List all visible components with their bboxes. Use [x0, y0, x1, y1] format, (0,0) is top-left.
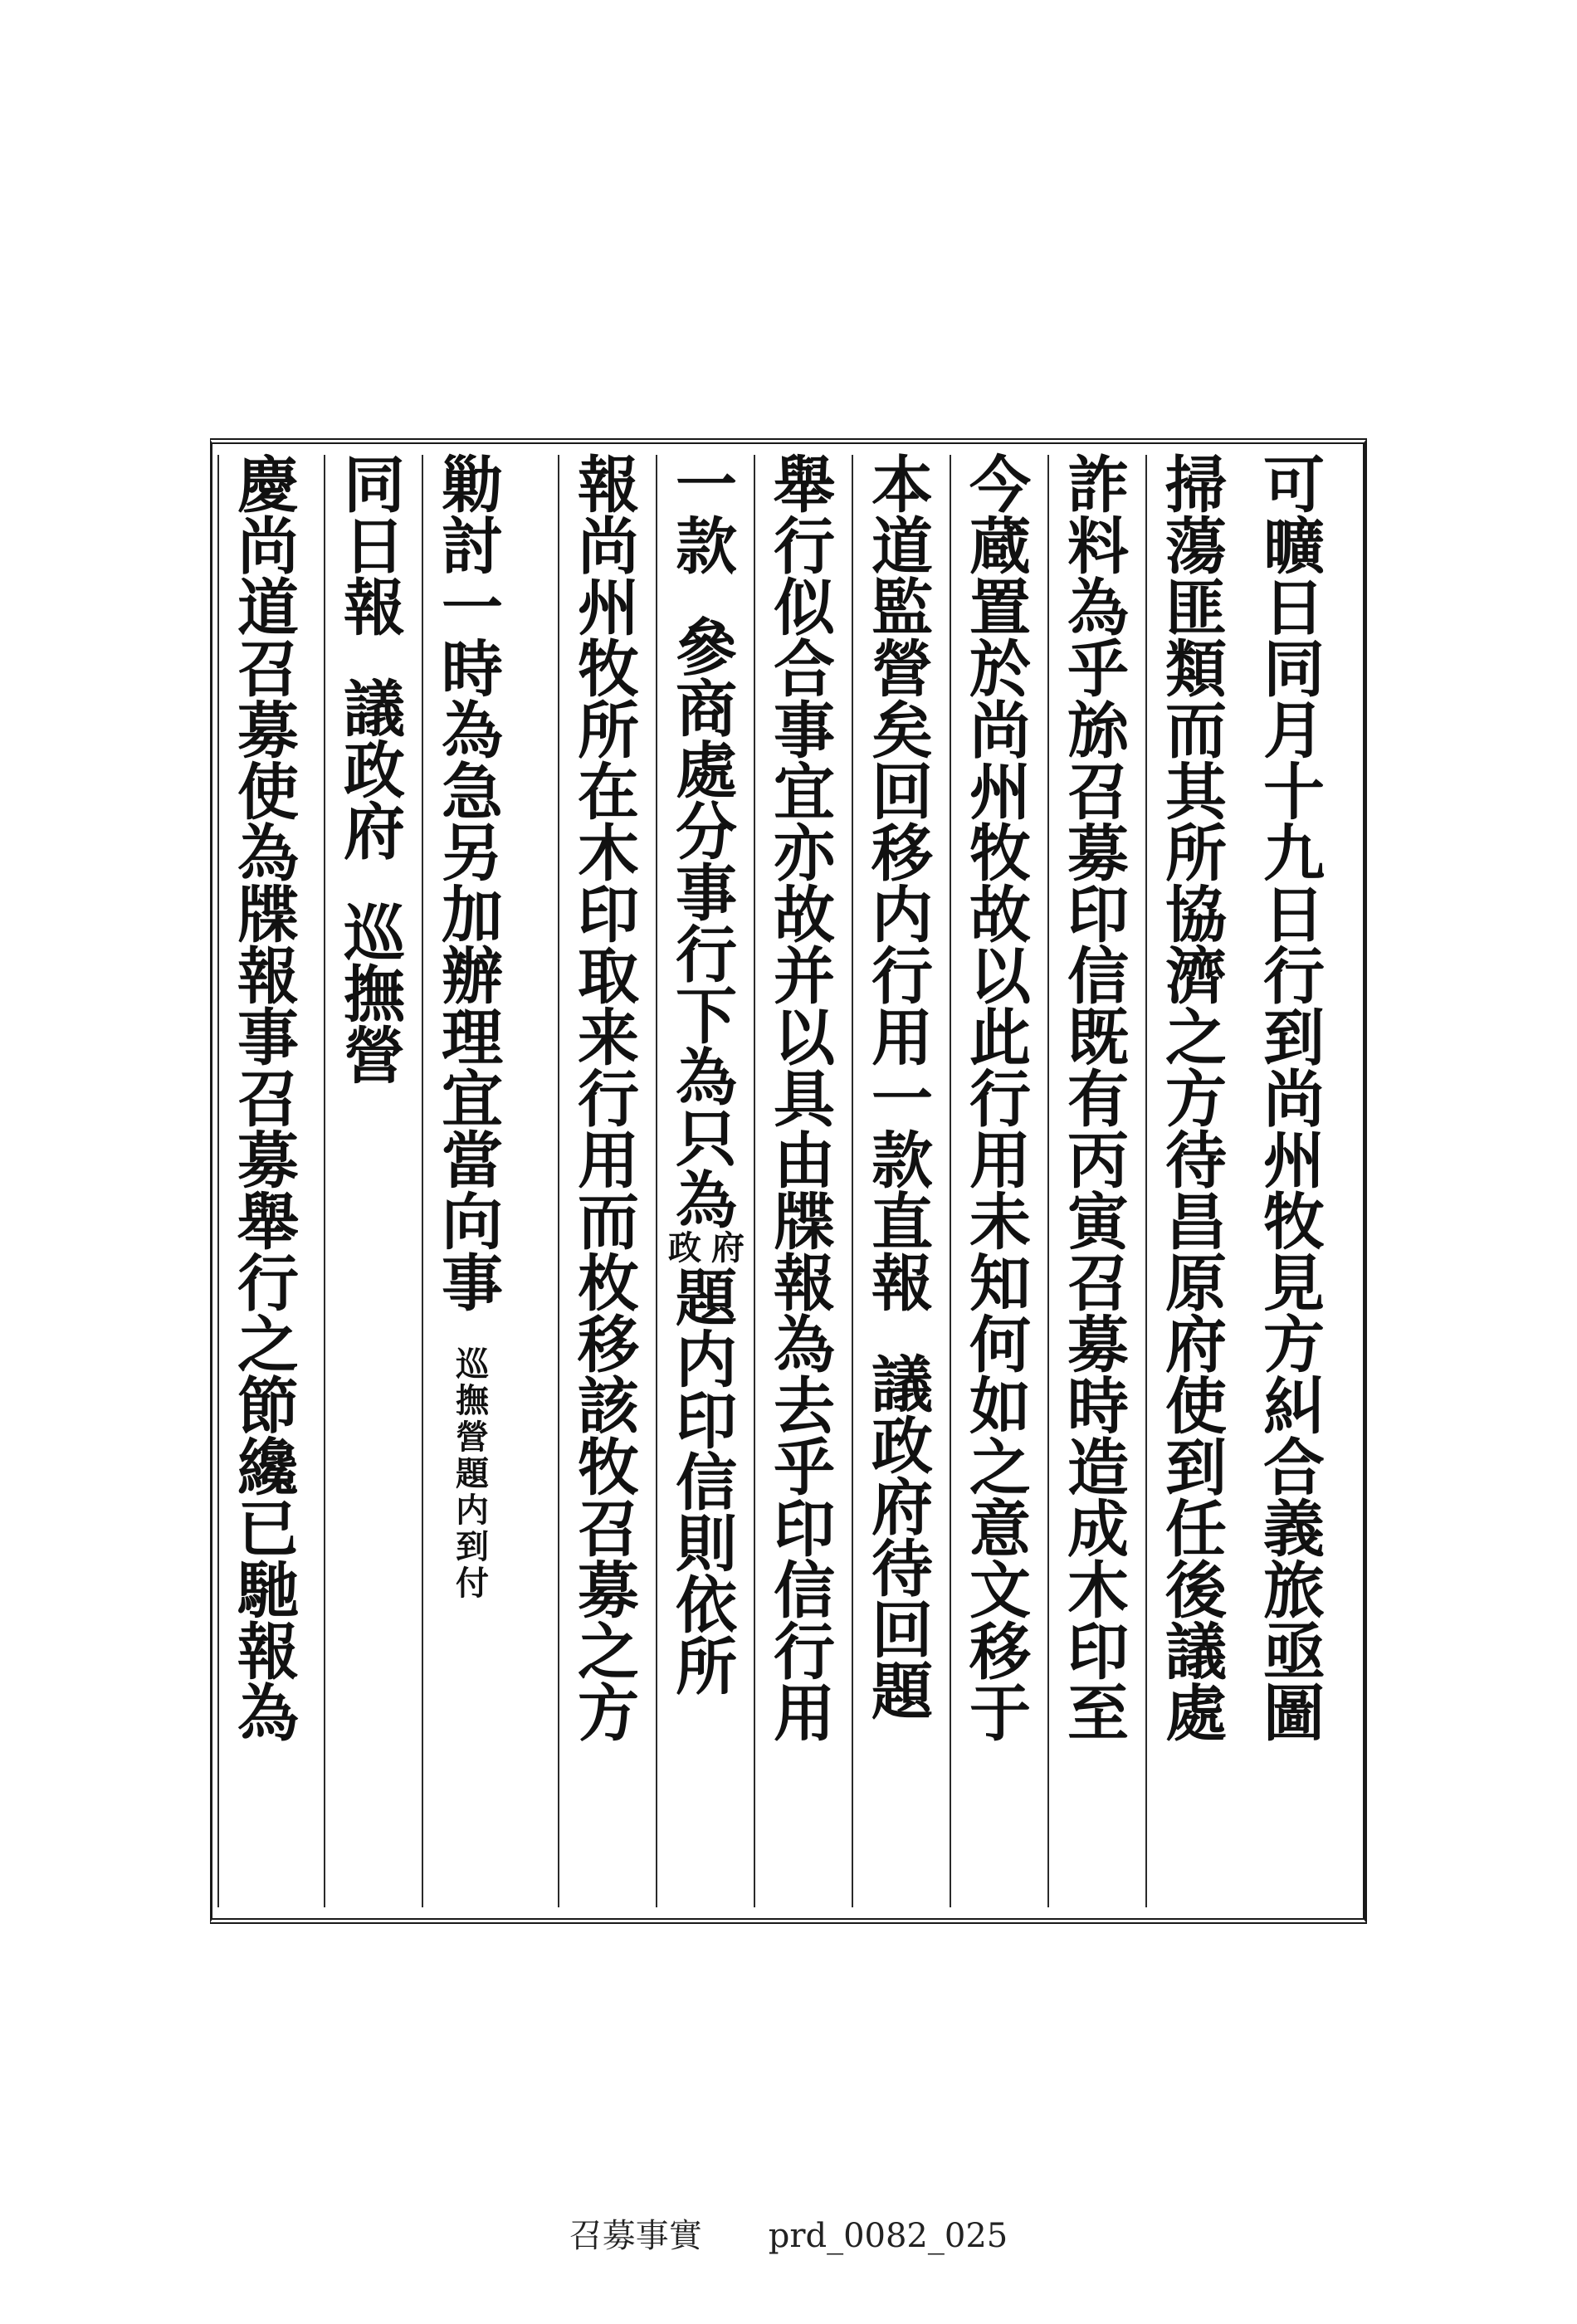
- glyph: 該: [578, 1371, 639, 1443]
- glyph: 州: [1263, 1125, 1325, 1197]
- glyph: 乎: [1067, 634, 1129, 706]
- small-glyph: 府: [711, 1228, 745, 1267]
- glyph: 来: [578, 1003, 639, 1074]
- glyph: 在: [578, 757, 639, 828]
- glyph: 行: [774, 511, 835, 583]
- glyph: 掃: [1165, 450, 1227, 521]
- glyph: 直: [872, 1187, 933, 1258]
- glyph: 故: [774, 880, 835, 951]
- glyph: 造: [1067, 1433, 1129, 1504]
- glyph: 以: [969, 941, 1031, 1013]
- small-glyph: 付: [456, 1564, 489, 1603]
- glyph: 當: [442, 1125, 503, 1197]
- glyph: 尚: [237, 511, 299, 583]
- glyph: 議: [344, 674, 405, 745]
- glyph: 馳: [237, 1555, 299, 1627]
- glyph: 意: [969, 1494, 1031, 1565]
- glyph: 回: [872, 757, 933, 828]
- glyph: 時: [442, 634, 503, 706]
- glyph: 參: [676, 613, 737, 684]
- glyph: 可: [1263, 450, 1325, 521]
- glyph: 報: [872, 1248, 933, 1320]
- glyph: 回: [872, 1595, 933, 1667]
- glyph: 巡: [344, 898, 405, 969]
- glyph: 為: [676, 1165, 737, 1237]
- small-glyph: 撫: [456, 1381, 489, 1420]
- glyph: 州: [969, 757, 1031, 828]
- page-caption: 召募事實 prd_0082_025: [569, 2217, 1008, 2255]
- glyph: 理: [442, 1003, 503, 1074]
- glyph: 舉: [774, 450, 835, 521]
- glyph: 報: [344, 573, 405, 644]
- glyph: 日: [1263, 880, 1325, 951]
- glyph: 此: [969, 1003, 1031, 1074]
- glyph: 見: [1263, 1248, 1325, 1320]
- glyph: 至: [1067, 1678, 1129, 1750]
- glyph: 下: [676, 981, 737, 1052]
- glyph: 信: [1067, 941, 1129, 1013]
- glyph: 矣: [872, 696, 933, 767]
- glyph: 事: [676, 858, 737, 930]
- glyph: 處: [676, 735, 737, 807]
- glyph: 亟: [1263, 1617, 1325, 1688]
- glyph: 信: [676, 1448, 737, 1519]
- glyph: 議: [872, 1350, 933, 1421]
- glyph: 使: [1165, 1371, 1227, 1443]
- glyph: 圖: [1263, 1678, 1325, 1750]
- text-column-1: [1245, 450, 1343, 1750]
- glyph: 任: [1165, 1494, 1227, 1565]
- small-glyph: 内: [456, 1491, 489, 1530]
- glyph: 文: [969, 1555, 1031, 1627]
- glyph: 事: [237, 1003, 299, 1074]
- glyph: 一: [676, 450, 737, 521]
- glyph: 慶: [237, 450, 299, 521]
- glyph: 枚: [578, 1248, 639, 1320]
- glyph: 印: [1067, 1617, 1129, 1688]
- glyph: 為: [676, 1042, 737, 1114]
- small-glyph: 到: [456, 1527, 489, 1566]
- glyph: 如: [969, 1371, 1031, 1443]
- glyph: 印: [1067, 880, 1129, 951]
- glyph: 分: [676, 797, 737, 868]
- glyph: 移: [872, 818, 933, 890]
- glyph: 所: [578, 696, 639, 767]
- glyph: 到: [1263, 1003, 1325, 1074]
- glyph: 而: [578, 1187, 639, 1258]
- glyph: 有: [1067, 1064, 1129, 1135]
- glyph: 協: [1165, 880, 1227, 951]
- glyph: 報: [237, 941, 299, 1013]
- small-glyph: 巡: [456, 1345, 489, 1384]
- glyph: 只: [676, 1104, 737, 1175]
- glyph: 營: [344, 1021, 405, 1092]
- glyph: 行: [872, 941, 933, 1013]
- glyph: 本: [872, 450, 933, 521]
- glyph: 募: [1067, 818, 1129, 890]
- glyph: 用: [578, 1125, 639, 1197]
- glyph: 舉: [237, 1187, 299, 1258]
- glyph: 木: [578, 818, 639, 890]
- glyph: 事: [442, 1248, 503, 1320]
- small-glyph: 題: [456, 1454, 489, 1493]
- glyph: 而: [1165, 696, 1227, 767]
- glyph: 待: [1165, 1125, 1227, 1197]
- glyph: 府: [1165, 1310, 1227, 1381]
- glyph: 向: [442, 1187, 503, 1258]
- glyph: 府: [872, 1472, 933, 1544]
- text-column-2: [1145, 450, 1245, 1907]
- glyph: 後: [1165, 1555, 1227, 1627]
- text-column-5: [852, 450, 951, 1907]
- glyph: 召: [237, 634, 299, 706]
- glyph: 辦: [442, 941, 503, 1013]
- glyph: 行: [969, 1064, 1031, 1135]
- glyph: 原: [1165, 1248, 1227, 1320]
- glyph: 募: [237, 1125, 299, 1197]
- glyph: 營: [872, 634, 933, 706]
- glyph: 印: [774, 1494, 835, 1565]
- glyph: 道: [237, 573, 299, 644]
- glyph: 内: [872, 880, 933, 951]
- text-column-4: [950, 450, 1049, 1907]
- glyph: 旀: [1067, 696, 1129, 767]
- glyph: 時: [1067, 1371, 1129, 1443]
- glyph: 政: [344, 735, 405, 807]
- glyph: 合: [774, 634, 835, 706]
- glyph: 同: [1263, 634, 1325, 706]
- glyph: 召: [1067, 757, 1129, 828]
- glyph: 牒: [774, 1187, 835, 1258]
- glyph: 為: [774, 1310, 835, 1381]
- glyph: 行: [237, 1248, 299, 1320]
- glyph: 待: [872, 1534, 933, 1605]
- glyph: 為: [237, 1678, 299, 1750]
- glyph: 到: [1165, 1433, 1227, 1504]
- glyph: 為: [237, 818, 299, 890]
- small-glyph: 營: [456, 1418, 489, 1457]
- glyph: 成: [1067, 1494, 1129, 1565]
- glyph: 濟: [1165, 941, 1227, 1013]
- glyph: 旅: [1263, 1555, 1325, 1627]
- glyph: 加: [442, 880, 503, 951]
- glyph: 取: [578, 941, 639, 1013]
- glyph: 一: [442, 573, 503, 644]
- glyph: 題: [676, 1263, 737, 1335]
- glyph: 一: [872, 1064, 933, 1135]
- glyph: 日: [344, 511, 405, 583]
- glyph: 方: [578, 1678, 639, 1750]
- glyph: 尚: [1263, 1064, 1325, 1135]
- glyph: 類: [1165, 634, 1227, 706]
- glyph: 今: [969, 450, 1031, 521]
- glyph: 為: [1067, 573, 1129, 644]
- glyph: 宜: [774, 757, 835, 828]
- glyph: 于: [969, 1678, 1031, 1750]
- text-column-6: [754, 450, 853, 1907]
- glyph: 其: [1165, 757, 1227, 828]
- glyph: 節: [237, 1371, 299, 1443]
- glyph: 募: [1067, 1310, 1129, 1381]
- glyph: 行: [578, 1064, 639, 1135]
- glyph: 政: [872, 1411, 933, 1482]
- text-column-7: [656, 450, 755, 1907]
- glyph: 移: [578, 1310, 639, 1381]
- glyph: 曠: [1263, 511, 1325, 583]
- glyph: 義: [1263, 1494, 1325, 1565]
- glyph: 牒: [237, 880, 299, 951]
- glyph: 九: [1263, 818, 1325, 890]
- glyph: 之: [969, 1433, 1031, 1504]
- glyph: 行: [676, 920, 737, 991]
- glyph: 牧: [1263, 1187, 1325, 1258]
- glyph: 所: [676, 1632, 737, 1703]
- text-column-9: [422, 450, 521, 1907]
- glyph: 召: [578, 1494, 639, 1565]
- glyph: 募: [578, 1555, 639, 1627]
- glyph: 合: [1263, 1433, 1325, 1504]
- glyph: 款: [676, 511, 737, 583]
- glyph: 監: [872, 573, 933, 644]
- glyph: 用: [969, 1125, 1031, 1197]
- glyph: 糾: [1263, 1371, 1325, 1443]
- glyph: 報: [578, 450, 639, 521]
- glyph: 印: [676, 1386, 737, 1457]
- glyph: 處: [1165, 1678, 1227, 1750]
- glyph: 撫: [344, 959, 405, 1031]
- glyph: 知: [969, 1248, 1031, 1320]
- glyph: 用: [774, 1678, 835, 1750]
- glyph: 由: [774, 1125, 835, 1197]
- glyph: 丙: [1067, 1125, 1129, 1197]
- glyph: 為: [442, 696, 503, 767]
- glyph: 木: [1067, 1555, 1129, 1627]
- glyph: 印: [578, 880, 639, 951]
- glyph: 十: [1263, 757, 1325, 828]
- glyph: 議: [1165, 1617, 1227, 1688]
- glyph: 信: [774, 1555, 835, 1627]
- glyph: 行: [774, 1617, 835, 1688]
- glyph: 報: [774, 1248, 835, 1320]
- glyph: 具: [774, 1064, 835, 1135]
- glyph: 未: [969, 1187, 1031, 1258]
- glyph: 何: [969, 1310, 1031, 1381]
- glyph: 内: [676, 1325, 737, 1396]
- glyph: 匪: [1165, 573, 1227, 644]
- glyph: 州: [578, 573, 639, 644]
- glyph: 料: [1067, 511, 1129, 583]
- glyph: 急: [442, 757, 503, 828]
- glyph: 已: [237, 1494, 299, 1565]
- glyph: 既: [1067, 1003, 1129, 1074]
- glyph: 事: [774, 696, 835, 767]
- glyph: 去: [774, 1371, 835, 1443]
- glyph: 商: [676, 674, 737, 745]
- glyph: 題: [872, 1657, 933, 1728]
- glyph: 另: [442, 818, 503, 890]
- glyph: 宜: [442, 1064, 503, 1135]
- glyph: 之: [237, 1310, 299, 1381]
- glyph: 則: [676, 1509, 737, 1580]
- glyph: 使: [237, 757, 299, 828]
- glyph: 牧: [969, 818, 1031, 890]
- glyph: 之: [1165, 1003, 1227, 1074]
- glyph: 依: [676, 1570, 737, 1642]
- glyph: 纔: [237, 1433, 299, 1504]
- glyph: 似: [774, 573, 835, 644]
- glyph: 置: [969, 573, 1031, 644]
- glyph: 召: [1067, 1248, 1129, 1320]
- glyph: 寅: [1067, 1187, 1129, 1258]
- glyph: 之: [578, 1617, 639, 1688]
- glyph: 勦: [442, 450, 503, 521]
- text-column-3: [1047, 450, 1147, 1907]
- glyph: 用: [872, 1003, 933, 1074]
- text-column-8: [558, 450, 657, 1907]
- glyph: 尚: [969, 696, 1031, 767]
- glyph: 所: [1165, 818, 1227, 890]
- glyph: 報: [237, 1617, 299, 1688]
- text-column-10: [324, 450, 423, 1907]
- glyph: 月: [1263, 696, 1325, 767]
- glyph: 同: [344, 450, 405, 521]
- glyph: 方: [1263, 1310, 1325, 1381]
- glyph: 并: [774, 941, 835, 1013]
- glyph: 牧: [578, 634, 639, 706]
- text-column-11: [217, 450, 317, 1907]
- glyph: 款: [872, 1125, 933, 1197]
- glyph: 日: [1263, 573, 1325, 644]
- glyph: 募: [237, 696, 299, 767]
- glyph: 乎: [774, 1433, 835, 1504]
- glyph: 蕩: [1165, 511, 1227, 583]
- glyph: 亦: [774, 818, 835, 890]
- glyph: 蔵: [969, 511, 1031, 583]
- glyph: 牧: [578, 1433, 639, 1504]
- interlinear-note-column: [452, 1345, 492, 1604]
- glyph: 道: [872, 511, 933, 583]
- glyph: 府: [344, 797, 405, 868]
- glyph: 詐: [1067, 450, 1129, 521]
- glyph: 移: [969, 1617, 1031, 1688]
- small-glyph: 政: [668, 1228, 701, 1267]
- glyph: 故: [969, 880, 1031, 951]
- glyph: 行: [1263, 941, 1325, 1013]
- glyph: 尚: [578, 511, 639, 583]
- glyph: 召: [237, 1064, 299, 1135]
- glyph: 於: [969, 634, 1031, 706]
- glyph: 討: [442, 511, 503, 583]
- glyph: 以: [774, 1003, 835, 1074]
- glyph: 昌: [1165, 1187, 1227, 1258]
- glyph: 方: [1165, 1064, 1227, 1135]
